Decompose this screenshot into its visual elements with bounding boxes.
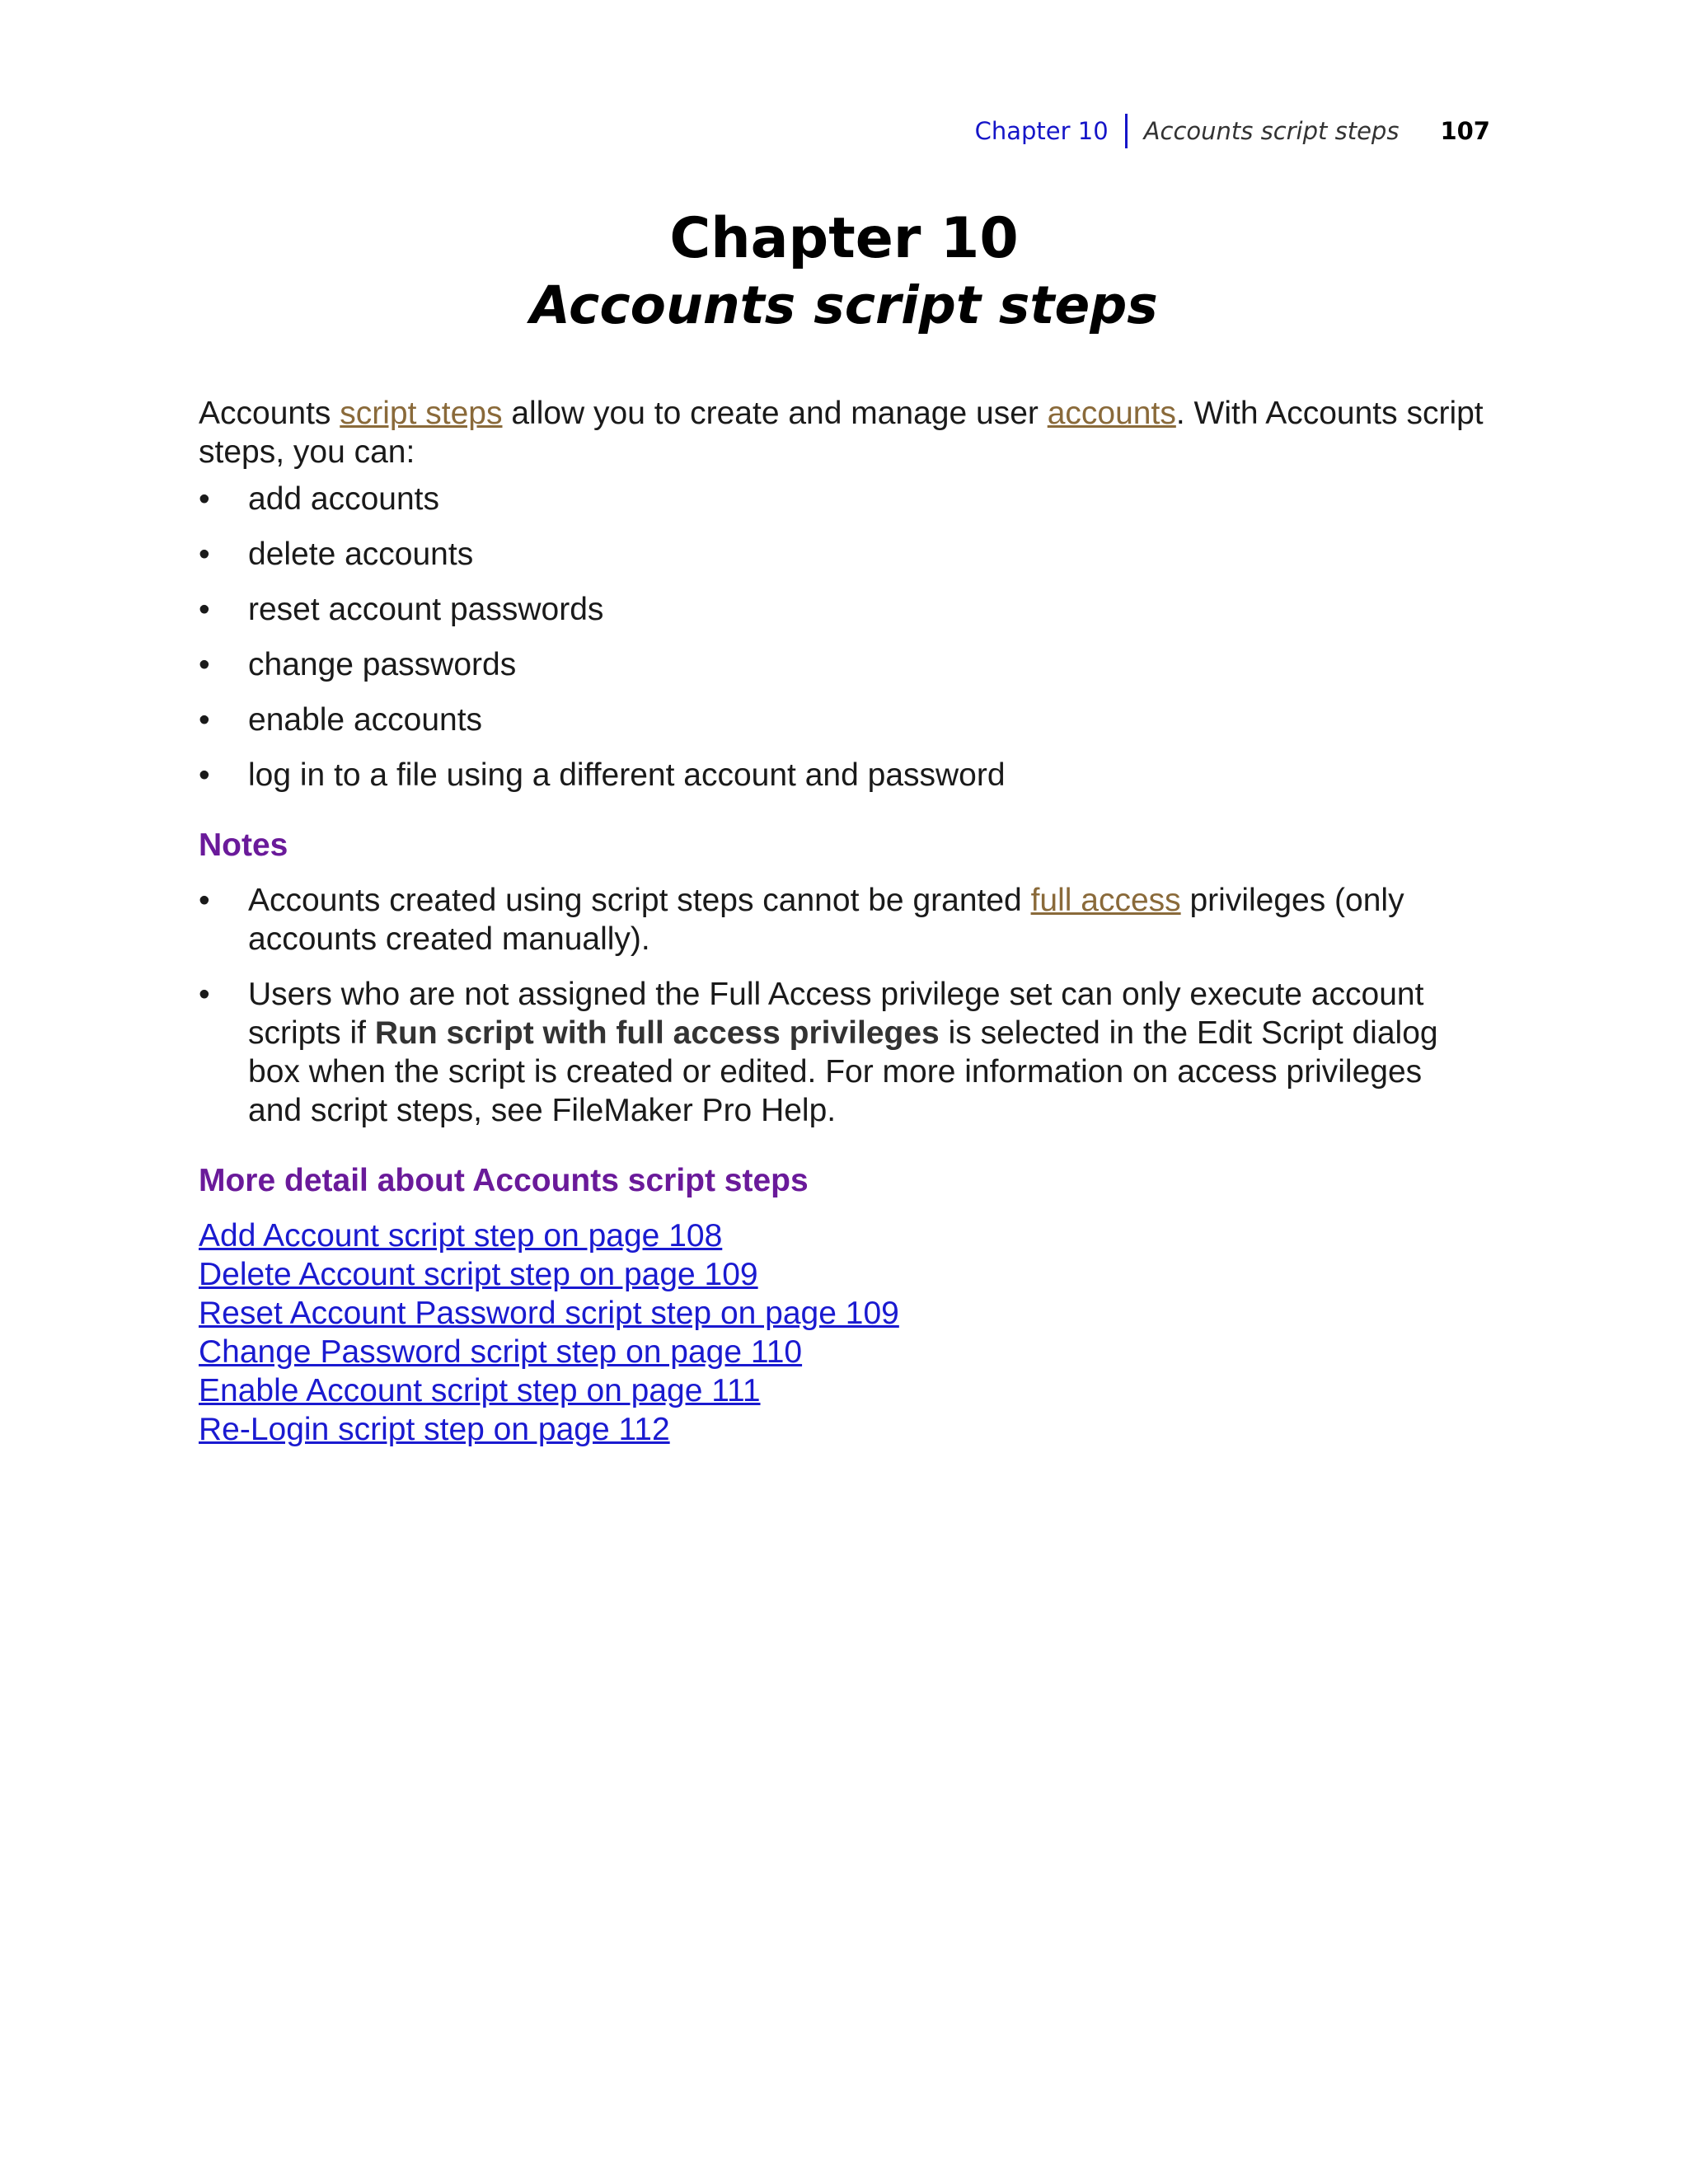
glossary-link-accounts[interactable]: accounts	[1047, 396, 1176, 431]
page-body	[199, 394, 1484, 1449]
chapter-title: Accounts script steps	[530, 275, 1158, 335]
list-item: • enable accounts	[199, 701, 1484, 739]
running-header	[975, 114, 1490, 148]
list-item: • delete accounts	[199, 535, 1484, 574]
page-number: 107	[1440, 117, 1490, 145]
intro-text-suffix: . With Accounts script steps, you can:	[199, 396, 1484, 470]
list-item: • add accounts	[199, 480, 1484, 518]
glossary-link-script-steps[interactable]: script steps	[340, 396, 503, 431]
note-item	[199, 975, 1484, 1130]
run-script-option-name: Run script with full access privileges	[374, 1015, 940, 1051]
link-enable-account[interactable]: Enable Account script step on page 111	[199, 1373, 761, 1408]
chapter-heading	[0, 206, 1688, 340]
note2-text-suffix: is selected in the Edit Script dialog box when the script is created or edited. For more information on access privileges and script steps, see FileMaker Pro Help.	[248, 1015, 1438, 1128]
link-delete-account[interactable]: Delete Account script step on page 109	[199, 1257, 758, 1292]
capabilities-list	[199, 480, 1484, 794]
intro-text-prefix: Accounts	[199, 396, 340, 431]
cross-reference-links	[199, 1216, 1484, 1449]
list-item: • change passwords	[199, 645, 1484, 684]
notes-heading: Notes	[199, 827, 288, 863]
header-chapter: Chapter 10	[974, 117, 1109, 145]
header-title: Accounts script steps	[1143, 117, 1400, 145]
notes-list	[199, 881, 1484, 1130]
intro-paragraph	[199, 394, 1484, 471]
header-divider	[1125, 114, 1128, 148]
list-item: • log in to a file using a different account and password	[199, 756, 1484, 794]
intro-text-middle: allow you to create and manage user	[502, 396, 1048, 431]
link-change-password[interactable]: Change Password script step on page 110	[199, 1334, 803, 1370]
link-reset-account-password[interactable]: Reset Account Password script step on page 109	[199, 1296, 899, 1331]
chapter-number: Chapter 10	[669, 206, 1019, 271]
glossary-link-full-access[interactable]: full access	[1030, 883, 1181, 918]
link-add-account[interactable]: Add Account script step on page 108	[199, 1218, 723, 1254]
note1-text-suffix: privileges (only accounts created manually).	[248, 883, 1404, 957]
list-item: • reset account passwords	[199, 590, 1484, 629]
note-item	[199, 881, 1484, 958]
link-re-login[interactable]: Re-Login script step on page 112	[199, 1412, 670, 1447]
note2-text-prefix: Users who are not assigned the Full Access privilege set can only execute account scripts if	[248, 977, 1424, 1051]
more-detail-heading: More detail about Accounts script steps	[199, 1163, 809, 1198]
note1-text-prefix: Accounts created using script steps cannot be granted	[248, 883, 1031, 918]
